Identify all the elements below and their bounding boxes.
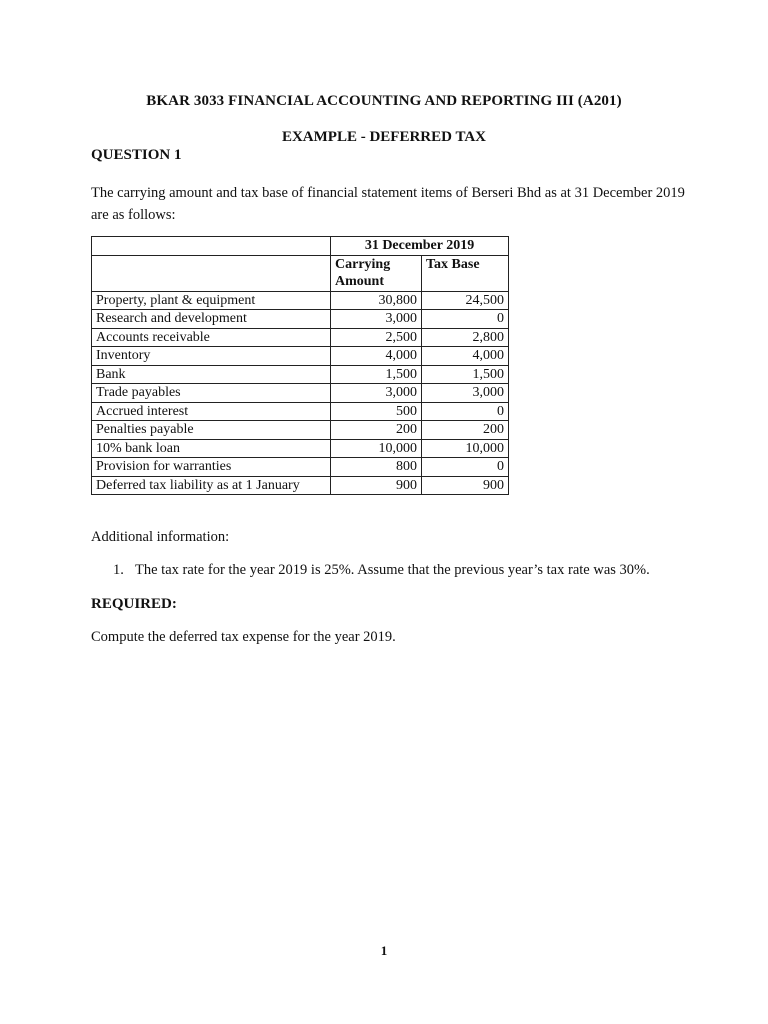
- table-cell-carrying: 200: [331, 421, 422, 440]
- table-cell-taxbase: 1,500: [422, 365, 509, 384]
- table-cell-item: Penalties payable: [92, 421, 331, 440]
- table-cell-taxbase: 3,000: [422, 384, 509, 403]
- table-row: [92, 384, 509, 403]
- list-item-number: 1.: [113, 562, 124, 578]
- table-cell-item: Provision for warranties: [92, 458, 331, 477]
- list-item-text: The tax rate for the year 2019 is 25%. Assume that the previous year’s tax rate was 30%.: [135, 562, 650, 578]
- table-cell-item: Trade payables: [92, 384, 331, 403]
- table-header-item-blank: [92, 255, 331, 291]
- table-row: [92, 421, 509, 440]
- table-cell-taxbase: 0: [422, 458, 509, 477]
- table-row: [92, 328, 509, 347]
- table-row: [92, 458, 509, 477]
- table-cell-taxbase: 4,000: [422, 347, 509, 366]
- table-cell-item: Accounts receivable: [92, 328, 331, 347]
- table-header-period: 31 December 2019: [331, 237, 509, 256]
- table-cell-taxbase: 200: [422, 421, 509, 440]
- table-row: [92, 291, 509, 310]
- table-cell-carrying: 4,000: [331, 347, 422, 366]
- table-cell-carrying: 800: [331, 458, 422, 477]
- example-title: EXAMPLE - DEFERRED TAX: [281, 129, 487, 145]
- table-row: [92, 476, 509, 495]
- additional-info-list: [113, 562, 650, 579]
- table-cell-carrying: 10,000: [331, 439, 422, 458]
- table-cell-item: Accrued interest: [92, 402, 331, 421]
- table-row: [92, 310, 509, 329]
- table-body: [92, 291, 509, 495]
- question-label: QUESTION 1: [91, 147, 182, 163]
- table-cell-taxbase: 24,500: [422, 291, 509, 310]
- required-label: REQUIRED:: [91, 596, 177, 612]
- table-cell-carrying: 30,800: [331, 291, 422, 310]
- table-header-carrying: Carrying Amount: [331, 255, 422, 291]
- table-cell-carrying: 500: [331, 402, 422, 421]
- table-header-row-1: [92, 237, 509, 256]
- table-cell-item: Research and development: [92, 310, 331, 329]
- table-row: [92, 365, 509, 384]
- required-task: Compute the deferred tax expense for the year 2019.: [91, 629, 396, 645]
- table-cell-taxbase: 2,800: [422, 328, 509, 347]
- course-title: BKAR 3033 FINANCIAL ACCOUNTING AND REPORTING III (A201): [146, 93, 622, 109]
- additional-info-label: Additional information:: [91, 529, 230, 545]
- table-cell-item: Property, plant & equipment: [92, 291, 331, 310]
- question-intro: The carrying amount and tax base of financial statement items of Berseri Bhd as at 31 December 2019 are as follows:: [91, 185, 685, 223]
- items-table: [91, 236, 509, 495]
- list-item: [113, 562, 650, 579]
- table-header-taxbase: Tax Base: [422, 255, 509, 291]
- table-cell-taxbase: 900: [422, 476, 509, 495]
- table-row: [92, 347, 509, 366]
- table-cell-item: Deferred tax liability as at 1 January: [92, 476, 331, 495]
- table-cell-carrying: 1,500: [331, 365, 422, 384]
- table-cell-item: 10% bank loan: [92, 439, 331, 458]
- table-row: [92, 402, 509, 421]
- table-header-row-2: [92, 255, 509, 291]
- table-cell-carrying: 3,000: [331, 310, 422, 329]
- table-cell-carrying: 3,000: [331, 384, 422, 403]
- table-row: [92, 439, 509, 458]
- table-cell-item: Inventory: [92, 347, 331, 366]
- table-cell-taxbase: 0: [422, 310, 509, 329]
- table-cell-carrying: 2,500: [331, 328, 422, 347]
- table-cell-item: Bank: [92, 365, 331, 384]
- table-cell-taxbase: 0: [422, 402, 509, 421]
- table-cell-carrying: 900: [331, 476, 422, 495]
- page-number: 1: [380, 943, 388, 958]
- table-header-blank: [92, 237, 331, 256]
- table-cell-taxbase: 10,000: [422, 439, 509, 458]
